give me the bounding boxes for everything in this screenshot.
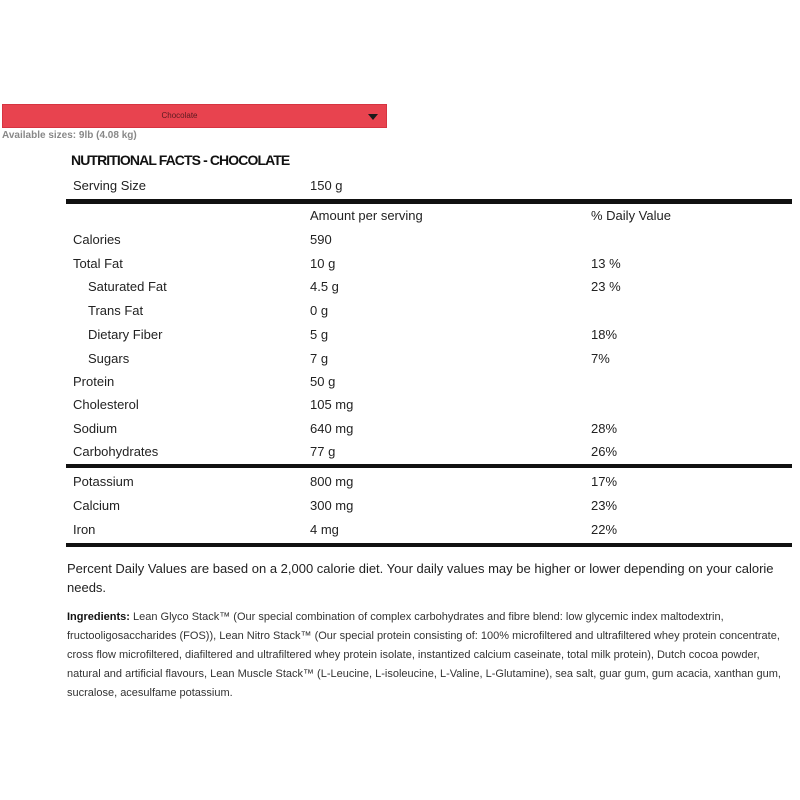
mineral-amount: 300 mg bbox=[310, 498, 354, 513]
chevron-down-icon[interactable] bbox=[368, 114, 378, 120]
table-header bbox=[66, 208, 792, 228]
ingredients-label: Ingredients: bbox=[67, 611, 130, 623]
table-row bbox=[66, 279, 792, 299]
mineral-dv: 17% bbox=[591, 474, 618, 489]
mineral-amount: 800 mg bbox=[310, 474, 354, 489]
table-row bbox=[66, 397, 792, 417]
nutrient-name: Sodium bbox=[73, 421, 118, 436]
table-row bbox=[66, 256, 792, 276]
mineral-dv: 23% bbox=[591, 498, 618, 513]
nutrient-amount: 105 mg bbox=[310, 397, 354, 412]
serving-size-value: 150 g bbox=[310, 178, 343, 193]
nutrient-amount: 50 g bbox=[310, 374, 336, 389]
nutrient-dv: 18% bbox=[591, 327, 618, 342]
nutrient-name: Total Fat bbox=[73, 256, 123, 271]
mineral-name: Iron bbox=[73, 522, 96, 537]
nutrient-dv: 26% bbox=[591, 444, 618, 459]
thick-divider bbox=[66, 543, 792, 547]
nutrition-title: NUTRITIONAL FACTS - CHOCOLATE bbox=[71, 152, 290, 168]
mineral-dv: 22% bbox=[591, 522, 618, 537]
nutrient-amount: 7 g bbox=[310, 351, 329, 366]
nutrient-dv: 7% bbox=[591, 351, 610, 366]
nutrient-name: Trans Fat bbox=[88, 303, 144, 318]
mineral-name: Calcium bbox=[73, 498, 120, 513]
nutrient-name: Calories bbox=[73, 232, 121, 247]
flavor-select-value: Chocolate bbox=[161, 111, 198, 120]
nutrient-amount: 5 g bbox=[310, 327, 329, 342]
table-row bbox=[66, 374, 792, 394]
ingredients bbox=[67, 608, 795, 703]
nutrient-name: Carbohydrates bbox=[73, 444, 159, 459]
table-row bbox=[66, 498, 792, 518]
nutrient-amount: 10 g bbox=[310, 256, 336, 271]
nutrient-amount: 77 g bbox=[310, 444, 336, 459]
mineral-name: Potassium bbox=[73, 474, 134, 489]
daily-value-header: % Daily Value bbox=[591, 208, 671, 223]
nutrient-name: Dietary Fiber bbox=[88, 327, 163, 342]
nutrient-amount: 0 g bbox=[310, 303, 329, 318]
table-row bbox=[66, 303, 792, 323]
nutrient-amount: 4.5 g bbox=[310, 279, 339, 294]
nutrient-amount: 590 bbox=[310, 232, 332, 247]
serving-size-row bbox=[66, 178, 792, 198]
nutrient-name: Sugars bbox=[88, 351, 130, 366]
mineral-amount: 4 mg bbox=[310, 522, 339, 537]
nutrient-name: Cholesterol bbox=[73, 397, 139, 412]
flavor-select[interactable] bbox=[2, 104, 387, 128]
ingredients-text: Lean Glyco Stack™ (Our special combination of complex carbohydrates and fibre blend: low glycemic index maltodextrin, fructooligosaccharides (FOS)), Lean Nitro Stack™ (Our special protein consisting of: 100% microfiltered and ultrafiltered whey protein concentrate, cross flow microfiltered, diafiltered and ultrafiltered whey protein isolate, instantized calcium caseinate, total milk protein), Dutch cocoa powder, natural and artificial flavours, Lean Muscle Stack™ (L-Leucine, L-isoleucine, L-Valine, L-Glutamine), sea salt, guar gum, gum acacia, xanthan gum, sucralose, acesulfame potassium. bbox=[67, 611, 781, 699]
serving-size-label: Serving Size bbox=[73, 178, 146, 193]
thick-divider bbox=[66, 199, 792, 204]
table-row bbox=[66, 444, 792, 464]
nutrient-dv: 13 % bbox=[591, 256, 621, 271]
table-row bbox=[66, 522, 792, 542]
thick-divider bbox=[66, 464, 792, 468]
nutrient-amount: 640 mg bbox=[310, 421, 354, 436]
amount-header: Amount per serving bbox=[310, 208, 423, 223]
table-row bbox=[66, 474, 792, 494]
table-row bbox=[66, 421, 792, 441]
table-row bbox=[66, 232, 792, 252]
table-row bbox=[66, 327, 792, 347]
table-row bbox=[66, 351, 792, 371]
available-sizes: Available sizes: 9lb (4.08 kg) bbox=[2, 130, 137, 141]
nutrient-dv: 23 % bbox=[591, 279, 621, 294]
daily-value-footnote: Percent Daily Values are based on a 2,000 calorie diet. Your daily values may be higher or lower depending on your calorie needs. bbox=[67, 561, 774, 595]
nutrient-name: Saturated Fat bbox=[88, 279, 167, 294]
nutrient-dv: 28% bbox=[591, 421, 618, 436]
nutrient-name: Protein bbox=[73, 374, 115, 389]
